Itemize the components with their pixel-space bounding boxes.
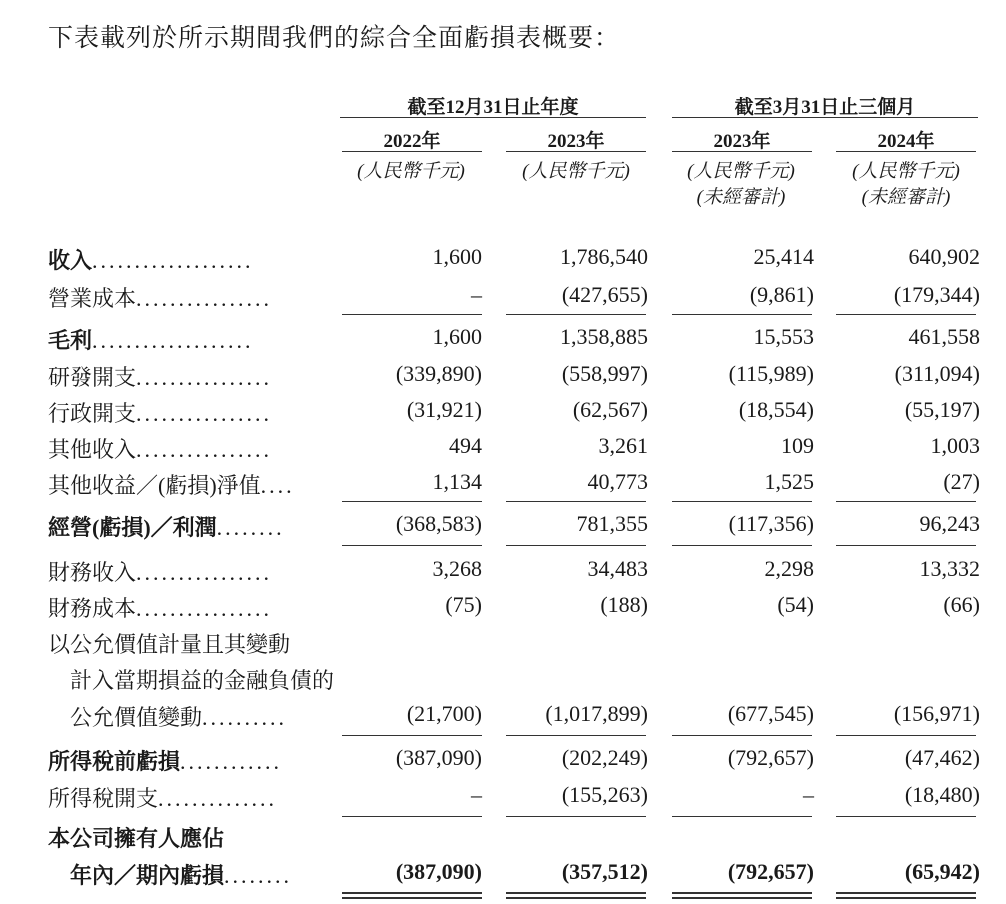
value-q1-2024: (179,344): [893, 282, 980, 307]
value-2023: (1,017,899): [545, 701, 648, 726]
unaudited-label-3: (未經審計): [696, 187, 786, 208]
header-group-year-underline: [340, 117, 646, 118]
row-fv-change-line2: [0, 664, 1006, 700]
row-fv-change: [0, 701, 1006, 737]
value-q1-2024: (66): [943, 592, 980, 617]
value-2023: (155,263): [561, 782, 648, 807]
header-group-quarter: 截至3月31日止三個月: [734, 97, 916, 118]
unit-label-4: (人民幣千元): [852, 161, 960, 182]
value-2022: 1,600: [432, 324, 482, 349]
value-q1-2023: 1,525: [764, 469, 814, 494]
row-other-gains-losses: [0, 469, 1006, 505]
value-2022: (21,700): [406, 701, 482, 726]
row-gross-profit: [0, 324, 1006, 360]
row-cost-of-sales: [0, 282, 1006, 318]
intro-text: 下表載列於所示期間我們的綜合全面虧損表概要：: [48, 25, 621, 52]
subtotal-rule-3: [672, 314, 812, 315]
subtotal-rule-4: [836, 816, 976, 817]
value-2023: (202,249): [561, 745, 648, 770]
value-2023: 34,483: [587, 556, 648, 581]
row-label: 其他收入................: [48, 437, 273, 462]
row-label: 年內／期內虧損........: [70, 863, 293, 888]
total-double-rule-4: [836, 892, 976, 899]
row-label: 計入當期損益的金融負債的: [70, 668, 335, 693]
row-owners-line1: [0, 822, 1006, 858]
value-q1-2024: (18,480): [904, 782, 980, 807]
unit-label-3: (人民幣千元): [687, 161, 795, 182]
subtotal-rule-1: [342, 501, 482, 502]
value-2022: 1,600: [432, 244, 482, 269]
value-2023: (188): [600, 592, 648, 617]
value-2022: (339,890): [395, 361, 482, 386]
subtotal-rule-4: [836, 735, 976, 736]
value-2023: 40,773: [587, 469, 648, 494]
value-2023: 3,261: [598, 433, 648, 458]
value-q1-2023: (18,554): [738, 397, 814, 422]
unit-label-2: (人民幣千元): [522, 161, 630, 182]
value-q1-2024: (65,942): [904, 859, 980, 884]
value-q1-2023: 2,298: [764, 556, 814, 581]
subtotal-rule-1: [342, 314, 482, 315]
total-double-rule-2: [506, 892, 646, 899]
total-double-rule-1: [342, 892, 482, 899]
row-other-income: [0, 433, 1006, 469]
row-admin-expenses: [0, 397, 1006, 433]
row-label: 財務成本................: [48, 596, 273, 621]
value-q1-2024: 1,003: [930, 433, 980, 458]
value-q1-2024: 461,558: [908, 324, 980, 349]
value-2023: (357,512): [561, 859, 648, 884]
value-2022: 494: [449, 433, 482, 458]
value-q1-2023: (9,861): [749, 282, 814, 307]
row-label: 收入...................: [48, 248, 254, 273]
year-underline-1: [342, 151, 482, 152]
value-2023: 781,355: [576, 511, 648, 536]
row-label: 毛利...................: [48, 328, 254, 353]
row-loss-for-period: [0, 859, 1006, 895]
value-q1-2023: 109: [781, 433, 814, 458]
row-label: 以公允價值計量且其變動: [48, 632, 291, 657]
value-2022: (368,583): [395, 511, 482, 536]
row-finance-costs: [0, 592, 1006, 628]
subtotal-rule-2: [506, 816, 646, 817]
subtotal-rule-4: [836, 501, 976, 502]
year-header-3: 2023年: [713, 131, 771, 152]
value-2022: (31,921): [406, 397, 482, 422]
header-group-year: 截至12月31日止年度: [407, 97, 579, 118]
year-header-4: 2024年: [877, 131, 935, 152]
value-q1-2023: 25,414: [753, 244, 814, 269]
value-q1-2024: (27): [943, 469, 980, 494]
year-header-2: 2023年: [547, 131, 605, 152]
row-label: 本公司擁有人應佔: [48, 826, 225, 851]
row-label: 財務收入................: [48, 560, 273, 585]
row-income-tax: [0, 782, 1006, 818]
value-q1-2024: 96,243: [919, 511, 980, 536]
subtotal-rule-4: [836, 314, 976, 315]
subtotal-rule-2: [506, 501, 646, 502]
value-q1-2024: (311,094): [894, 361, 980, 386]
year-underline-2: [506, 151, 646, 152]
row-loss-before-tax: [0, 745, 1006, 781]
row-fv-change-line1: [0, 628, 1006, 664]
value-q1-2024: (55,197): [904, 397, 980, 422]
subtotal-rule-3: [672, 735, 812, 736]
subtotal-rule-3: [672, 816, 812, 817]
value-2023: (62,567): [572, 397, 648, 422]
value-2022: –: [471, 782, 482, 807]
unaudited-label-4: (未經審計): [861, 187, 951, 208]
value-2022: (387,090): [395, 745, 482, 770]
value-2023: 1,358,885: [560, 324, 648, 349]
row-rd-expenses: [0, 361, 1006, 397]
row-label: 其他收益／(虧損)淨值....: [48, 473, 295, 498]
row-finance-income: [0, 556, 1006, 592]
value-q1-2024: 13,332: [919, 556, 980, 581]
header-group-quarter-underline: [672, 117, 978, 118]
value-2022: (75): [445, 592, 482, 617]
row-label: 研發開支................: [48, 365, 273, 390]
value-2022: 3,268: [432, 556, 482, 581]
subtotal-rule-2: [506, 314, 646, 315]
value-q1-2023: (792,657): [727, 745, 814, 770]
subtotal-rule-1: [342, 735, 482, 736]
year-underline-4: [836, 151, 976, 152]
value-q1-2023: (117,356): [728, 511, 814, 536]
value-q1-2023: –: [803, 782, 814, 807]
value-2022: –: [471, 282, 482, 307]
year-header-1: 2022年: [383, 131, 441, 152]
total-double-rule-3: [672, 892, 812, 899]
row-label: 行政開支................: [48, 401, 273, 426]
value-q1-2024: (156,971): [893, 701, 980, 726]
subtotal-rule-4: [836, 545, 976, 546]
value-q1-2024: (47,462): [904, 745, 980, 770]
value-q1-2023: (792,657): [727, 859, 814, 884]
year-underline-3: [672, 151, 812, 152]
value-q1-2023: (677,545): [727, 701, 814, 726]
value-q1-2024: 640,902: [908, 244, 980, 269]
row-label: 營業成本................: [48, 286, 273, 311]
value-2023: 1,786,540: [560, 244, 648, 269]
subtotal-rule-1: [342, 816, 482, 817]
subtotal-rule-2: [506, 545, 646, 546]
row-label: 所得稅開支..............: [48, 786, 278, 811]
value-q1-2023: (115,989): [728, 361, 814, 386]
row-label: 所得稅前虧損............: [48, 749, 283, 774]
subtotal-rule-3: [672, 545, 812, 546]
subtotal-rule-3: [672, 501, 812, 502]
row-label: 經營(虧損)／利潤........: [48, 515, 285, 540]
value-2023: (558,997): [561, 361, 648, 386]
subtotal-rule-2: [506, 735, 646, 736]
value-q1-2023: (54): [777, 592, 814, 617]
value-2023: (427,655): [561, 282, 648, 307]
row-revenue: [0, 244, 1006, 280]
row-operating-result: [0, 511, 1006, 547]
unit-label-1: (人民幣千元): [357, 161, 465, 182]
value-q1-2023: 15,553: [753, 324, 814, 349]
value-2022: 1,134: [432, 469, 482, 494]
subtotal-rule-1: [342, 545, 482, 546]
row-label: 公允價值變動..........: [70, 705, 288, 730]
value-2022: (387,090): [395, 859, 482, 884]
